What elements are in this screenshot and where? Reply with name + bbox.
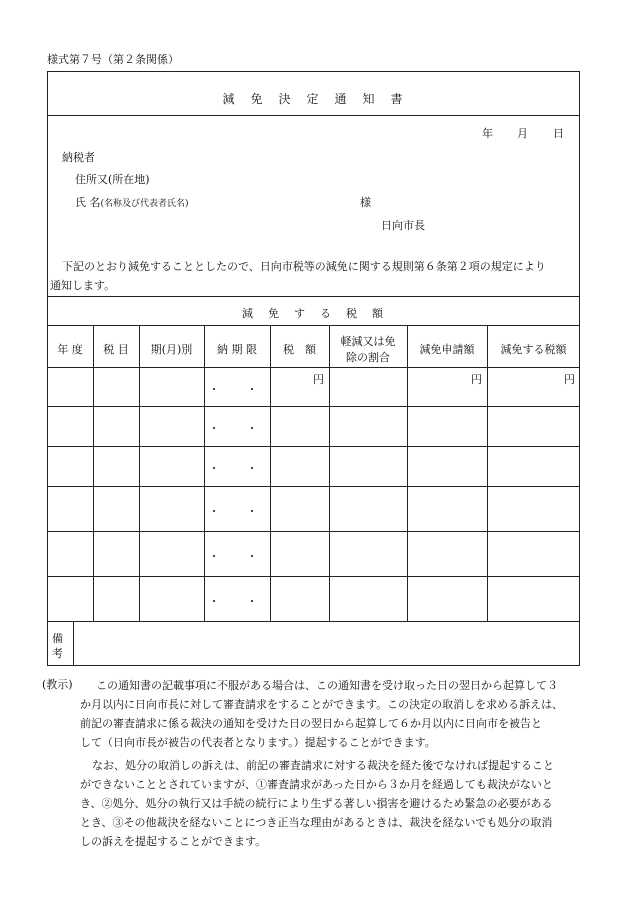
table-row-line — [47, 325, 580, 326]
document-title: 減 免 決 定 通 知 書 — [222, 92, 405, 106]
due-date-placeholder: ・ ・ — [208, 383, 266, 396]
reduced-yen: 円 — [564, 373, 575, 386]
header-tax-item: 税 目 — [103, 343, 129, 356]
remarks-separator — [73, 621, 74, 666]
instructions-para-1 — [80, 676, 600, 752]
notice-line-1: 下記のとおり減免することとしたので、日向市税等の減免に関する規則第６条第２項の規定により — [62, 260, 546, 273]
header-ratio-line2: 除の割合 — [346, 351, 390, 364]
table-col-line — [487, 325, 488, 621]
table-row-line — [47, 621, 580, 622]
para2-line: しの訴えを提起することができます。 — [80, 835, 267, 848]
para1-line: して（日向市長が被告の代表者となります。）提起することができます。 — [80, 736, 436, 749]
taxpayer-heading: 納税者 — [62, 151, 95, 164]
para2-line: ができないこととされていますが、①審査請求があった日から３か月を経過しても裁決がないと — [80, 778, 553, 791]
header-year: 年 度 — [57, 343, 83, 356]
header-ratio-line1: 軽減又は免 — [340, 335, 396, 348]
header-tax-amount: 税 額 — [283, 343, 316, 356]
table-col-line — [93, 325, 94, 621]
instructions-para-2 — [80, 756, 600, 851]
due-date-placeholder: ・ ・ — [208, 422, 266, 435]
date-year: 年 — [482, 127, 493, 140]
notice-line-2: 通知します。 — [50, 279, 116, 292]
divider — [47, 115, 580, 116]
table-row-line — [47, 576, 580, 577]
section-title: 減 免 す る 税 額 — [242, 307, 385, 320]
tax-amount-yen: 円 — [313, 373, 324, 386]
para2-line: なお、処分の取消しの訴えは、前記の審査請求に対する裁決を経た後でなければ提起すること — [92, 759, 554, 772]
date-day: 日 — [553, 127, 564, 140]
para2-line: とき、③その他裁決を経ないことにつき正当な理由があるときは、裁決を経ないでも処分の取消 — [80, 816, 553, 829]
requested-yen: 円 — [471, 373, 482, 386]
form-label: 様式第７号（第２条関係） — [47, 53, 179, 66]
table-row-line — [47, 406, 580, 407]
para1-line: か月以内に日向市長に対して審査請求をすることができます。この決定の取消しを求める訴えは、 — [80, 698, 564, 711]
honorific: 様 — [360, 196, 371, 209]
instructions-label: (教示) — [42, 678, 73, 691]
remarks-label-1: 備 — [52, 632, 63, 645]
address-label: 住所又(所在地) — [75, 173, 150, 186]
table-row-line — [47, 486, 580, 487]
table-col-line — [329, 325, 330, 621]
name-label-main: 氏 名 — [75, 196, 101, 209]
remarks-label-2: 考 — [52, 647, 63, 660]
table-row-line — [47, 531, 580, 532]
date-month: 月 — [517, 127, 528, 140]
header-reduced: 減免する税額 — [500, 343, 567, 356]
table-col-line — [139, 325, 140, 621]
table-row-line — [47, 367, 580, 368]
due-date-placeholder: ・ ・ — [208, 462, 266, 475]
issuer: 日向市長 — [381, 219, 425, 232]
para1-line: この通知書の記載事項に不服がある場合は、この通知書を受け取った日の翌日から起算して３ — [96, 679, 558, 692]
table-row-line — [47, 446, 580, 447]
name-label-note: (名称及び代表者氏名) — [100, 199, 189, 209]
due-date-placeholder: ・ ・ — [208, 505, 266, 518]
header-due: 納 期 限 — [217, 343, 257, 356]
due-date-placeholder: ・ ・ — [208, 550, 266, 563]
table-col-line — [407, 325, 408, 621]
para1-line: 前記の審査請求に係る裁決の通知を受けた日の翌日から起算して６か月以内に日向市を被告と — [80, 717, 542, 730]
divider — [47, 296, 580, 297]
para2-line: き、②処分、処分の執行又は手続の続行により生ずる著しい損害を避けるため緊急の必要がある — [80, 797, 553, 810]
due-date-placeholder: ・ ・ — [208, 595, 266, 608]
header-period: 期(月)別 — [150, 343, 193, 356]
header-requested: 減免申請額 — [419, 343, 475, 356]
name-label — [75, 194, 189, 210]
table-col-line — [270, 325, 271, 621]
